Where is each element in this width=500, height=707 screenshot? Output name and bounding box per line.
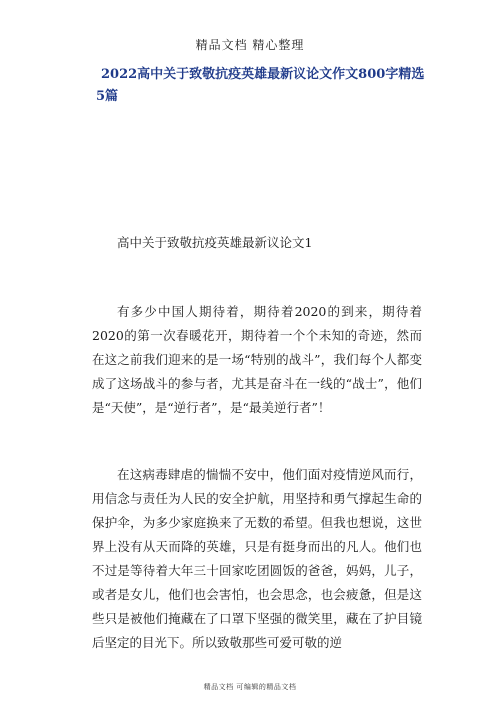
document-title: 2022高中关于致敬抗疫英雄最新议论文作文800字精选5篇 <box>96 67 425 104</box>
page-header: 精品文档 精心整理 <box>195 38 305 52</box>
section-heading: 高中关于致敬抗疫英雄最新议论文1 <box>117 235 313 250</box>
body-paragraph-2: 在这病毒肆虐的惴惴不安中，他们面对疫情逆风而行，用信念与责任为人民的安全护航，用坚持和勇气撑起生命的保护伞，为多少家庭换来了无数的希望。但我也想说，这世界上没有从天而降的英雄，只是有挺身而出的凡人。他们也不过是等待着大年三十回家吃团圆饭的爸爸，妈妈，儿子，或者是女儿，他们也会害怕，也会思念，也会疲惫，但是这些只是被他们掩藏在了口罩下坚强的微笑里，藏在了护目镜后坚定的目光下。所以致敬那些可爱可敬的逆 <box>92 467 422 650</box>
body-paragraph-1: 有多少中国人期待着，期待着2020的到来，期待着2020的第一次春暖花开，期待着一个个未知的奇迹，然而在这之前我们迎来的是一场“特别的战斗”，我们每个人都变成了这场战斗的参与者，尤其是奋斗在一线的“战士”，他们是“天使”，是“逆行者”，是“最美逆行者”！ <box>92 304 422 415</box>
page-footer: 精品文档 可编辑的精品文档 <box>203 683 297 691</box>
